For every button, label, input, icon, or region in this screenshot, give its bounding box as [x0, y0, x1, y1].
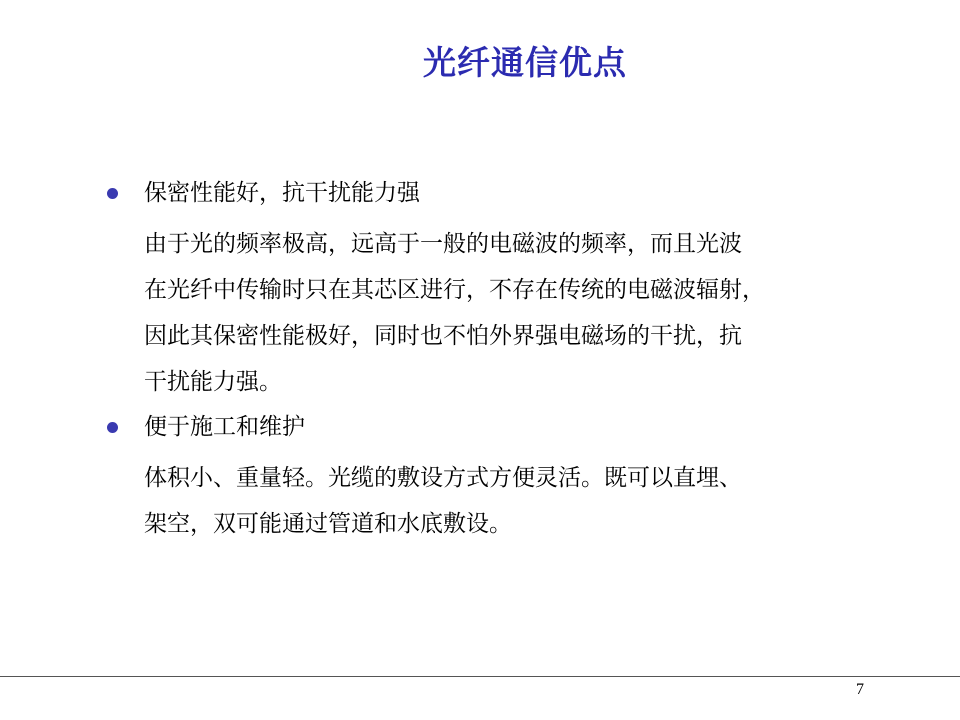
bullet-row: [107, 175, 897, 211]
body-line: 架空，双可能通过管道和水底敷设。: [144, 511, 512, 537]
body-line: 干扰能力强。: [144, 369, 282, 395]
section-body: [144, 455, 884, 547]
body-line: 因此其保密性能极好，同时也不怕外界强电磁场的干扰，抗: [144, 323, 742, 349]
bullet-dot-icon: [107, 188, 118, 199]
body-line: 体积小、重量轻。光缆的敷设方式方便灵活。既可以直埋、: [144, 465, 742, 491]
section-heading: 保密性能好，抗干扰能力强: [144, 180, 420, 206]
section-security: [107, 175, 897, 395]
body-line: 由于光的频率极高，远高于一般的电磁波的频率，而且光波: [144, 231, 742, 257]
bullet-dot-icon: [107, 422, 118, 433]
section-body: [144, 221, 884, 405]
section-heading: 便于施工和维护: [144, 414, 305, 440]
section-construction: [107, 409, 897, 537]
page-number: 7: [856, 681, 864, 698]
footer-divider: [0, 676, 960, 677]
slide-title: 光纤通信优点: [423, 43, 627, 82]
bullet-row: [107, 409, 897, 445]
body-line: 在光纤中传输时只在其芯区进行，不存在传统的电磁波辐射，: [144, 277, 765, 303]
